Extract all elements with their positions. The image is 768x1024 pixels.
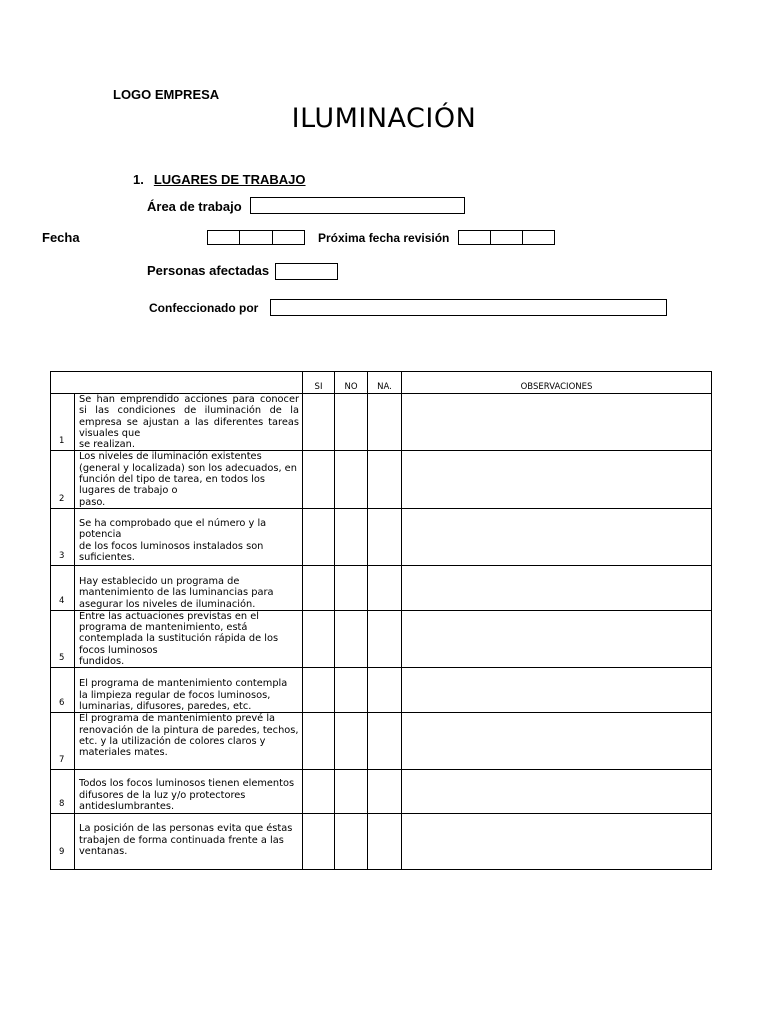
table-row [51,770,712,814]
header-si: SI [303,372,335,394]
question-line: Los niveles de iluminación existentes (general y localizada) son los adecuados, en función del tipo de tarea, en todos los lugares de trabajo o [79,451,297,497]
header-na: NA. [368,372,402,394]
question-line: de los focos luminosos instalados son suficientes. [79,540,264,563]
cell-observaciones[interactable] [402,610,712,667]
cell-si[interactable] [303,713,335,770]
cell-si[interactable] [303,814,335,870]
cell-na[interactable] [368,451,402,508]
row-number: 6 [51,668,75,713]
cell-no[interactable] [335,610,368,667]
table-row [51,394,712,451]
proxima-fecha-field[interactable] [458,230,555,245]
question-line: El programa de mantenimiento contempla la limpieza regular de focos luminosos, luminarias, difusores, paredes, etc. [79,678,288,712]
checklist-table [50,371,712,870]
cell-observaciones[interactable] [402,565,712,610]
cell-no[interactable] [335,451,368,508]
cell-si[interactable] [303,565,335,610]
table-row [51,565,712,610]
row-number: 8 [51,770,75,814]
question-text [75,770,303,814]
cell-si[interactable] [303,668,335,713]
question-line: paso. [79,496,106,508]
question-line: trabajen de forma continuada frente a las ventanas. [79,834,284,857]
question-line: se realizan. [79,439,136,451]
confeccionado-label: Confeccionado por [149,301,259,315]
row-number: 5 [51,610,75,667]
table-row [51,451,712,508]
table-row [51,814,712,870]
header-observaciones: OBSERVACIONES [402,372,712,394]
row-number: 2 [51,451,75,508]
row-number: 9 [51,814,75,870]
cell-no[interactable] [335,814,368,870]
cell-observaciones[interactable] [402,394,712,451]
row-number: 4 [51,565,75,610]
question-text [75,451,303,508]
cell-no[interactable] [335,713,368,770]
cell-na[interactable] [368,394,402,451]
question-line: Se han emprendido acciones para conocer si las condiciones de iluminación de la empresa se ajustan a las diferentes tareas visuales que [79,394,299,439]
cell-no[interactable] [335,668,368,713]
cell-na[interactable] [368,668,402,713]
question-line: materiales mates. [79,747,168,759]
cell-observaciones[interactable] [402,451,712,508]
question-text [75,565,303,610]
cell-no[interactable] [335,770,368,814]
table-row [51,668,712,713]
header-no: NO [335,372,368,394]
table-row [51,610,712,667]
cell-na[interactable] [368,713,402,770]
row-number: 3 [51,508,75,565]
question-line: Entre las actuaciones previstas en el programa de mantenimiento, está contemplada la sustitución rápida de los focos luminosos [79,610,279,656]
cell-observaciones[interactable] [402,713,712,770]
question-line: Hay establecido un programa de mantenimiento de las luminancias para asegurar los niveles de iluminación. [79,575,274,610]
table-row [51,713,712,770]
section-number: 1. [133,172,144,187]
cell-observaciones[interactable] [402,770,712,814]
question-text [75,394,303,451]
row-number: 1 [51,394,75,451]
company-logo-placeholder: LOGO EMPRESA [113,87,220,102]
cell-si[interactable] [303,610,335,667]
row-number: 7 [51,713,75,770]
question-text [75,668,303,713]
question-text [75,713,303,770]
section-title: LUGARES DE TRABAJO [153,172,306,187]
personas-label: Personas afectadas [147,263,270,278]
header-blank-cell [51,372,303,394]
fecha-field[interactable] [207,230,305,245]
question-line: fundidos. [79,656,125,668]
question-text [75,610,303,667]
cell-no[interactable] [335,394,368,451]
question-line: La posición de las personas evita que éstas [79,823,293,835]
fecha-label: Fecha [42,230,80,245]
section-heading [133,172,306,187]
cell-observaciones[interactable] [402,668,712,713]
cell-si[interactable] [303,770,335,814]
cell-no[interactable] [335,565,368,610]
question-line: El programa de mantenimiento prevé la renovación de la pintura de paredes, techos, etc. y la utilización de colores claros y [79,713,299,747]
cell-na[interactable] [368,610,402,667]
table-row [51,508,712,565]
cell-na[interactable] [368,770,402,814]
cell-si[interactable] [303,508,335,565]
question-line: Se ha comprobado que el número y la potencia [79,517,267,541]
area-field[interactable] [250,197,465,214]
question-line: Todos los focos luminosos tienen elementos difusores de la luz y/o protectores antideslumbrantes. [79,778,295,812]
cell-si[interactable] [303,394,335,451]
proxima-fecha-label: Próxima fecha revisión [318,231,450,245]
cell-na[interactable] [368,508,402,565]
confeccionado-field[interactable] [270,299,667,316]
page-title: ILUMINACIÓN [291,103,477,134]
personas-field[interactable] [275,263,338,280]
cell-na[interactable] [368,814,402,870]
cell-no[interactable] [335,508,368,565]
question-text [75,508,303,565]
cell-observaciones[interactable] [402,814,712,870]
cell-si[interactable] [303,451,335,508]
cell-observaciones[interactable] [402,508,712,565]
question-text [75,814,303,870]
table-header-row [51,372,712,394]
area-label: Área de trabajo [147,199,242,214]
cell-na[interactable] [368,565,402,610]
